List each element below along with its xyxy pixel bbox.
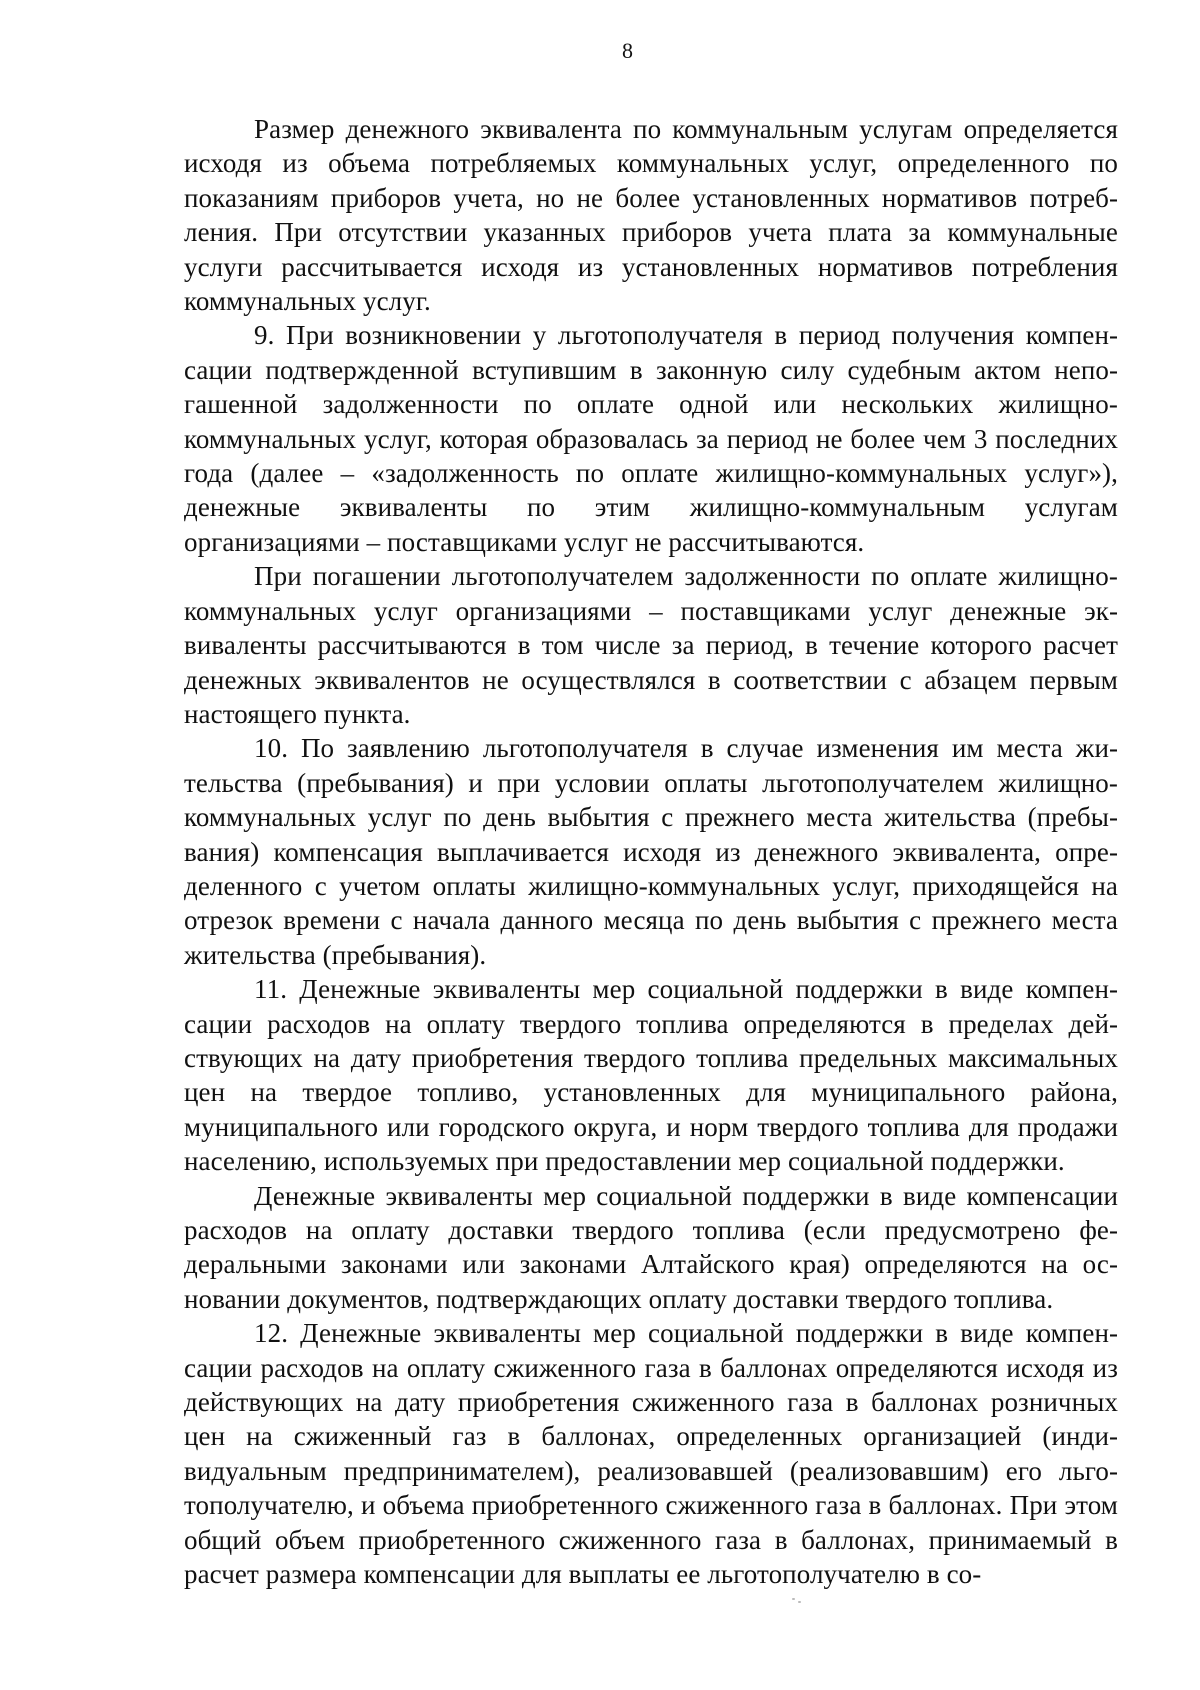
- paragraph-debt-repayment: При погашении льготополучателем задолженности по оплате жилищно-коммунальных услуг организациями – поставщиками услуг денежные эквиваленты рассчитываются в том числе за период, в течение которого расчет денежных эквивалентов не осуществлялся в соответствии с абзацем первым настоящего пункта.: [184, 561, 1118, 729]
- scan-specks: [792, 1598, 806, 1604]
- paragraph-item-12: 12. Денежные эквиваленты мер социальной поддержки в виде компенсации расходов на оплату сжиженного газа в баллонах определяются исходя из действующих на дату приобретения сжиженного газа в баллонах розничных цен на сжиженный газ в баллонах, определенных организацией (индивидуальным предпринимателем), реализовавшей (реализовавшим) его льготополучателю, и объема приобретенного сжиженного газа в баллонах. При этом общий объем приобретенного сжиженного газа в баллонах, принимаемый в расчет размера компенсации для выплаты ее льготополучателю в со-: [184, 1318, 1118, 1590]
- paragraph-utility-equivalent: Размер денежного эквивалента по коммунальным услугам определяется исходя из объема потребляемых коммунальных услуг, определенного по показаниям приборов учета, но не более установленных нормативов потребления. При отсутствии указанных приборов учета плата за коммунальные услуги рассчитывается исходя из установленных нормативов потребления коммунальных услуг.: [184, 114, 1118, 317]
- document-body: [184, 112, 1118, 1591]
- paragraph-item-11: 11. Денежные эквиваленты мер социальной поддержки в виде компенсации расходов на оплату твердого топлива определяются в пределах действующих на дату приобретения твердого топлива предельных максимальных цен на твердое топливо, установленных для муниципального района, муниципального или городского округа, и норм твердого топлива для продажи населению, используемых при предоставлении мер социальной поддержки.: [184, 974, 1118, 1177]
- paragraph-fuel-delivery: Денежные эквиваленты мер социальной поддержки в виде компенсации расходов на оплату доставки твердого топлива (если предусмотрено федеральными законами или законами Алтайского края) определяются на основании документов, подтверждающих оплату доставки твердого топлива.: [184, 1180, 1118, 1314]
- page-number: 8: [622, 38, 633, 63]
- paragraph-item-9: 9. При возникновении у льготополучателя в период получения компенсации подтвержденной вступившим в законную силу судебным актом непогашенной задолженности по оплате одной или нескольких жилищно-коммунальных услуг, которая образовалась за период не более чем 3 последних года (далее – «задолженность по оплате жилищно-коммунальных услуг»), денежные эквиваленты по этим жилищно-коммунальным услугам организациями – поставщиками услуг не рассчитываются.: [184, 320, 1118, 557]
- paragraph-item-10: 10. По заявлению льготополучателя в случае изменения им места жительства (пребывания) и при условии оплаты льготополучателем жилищно-коммунальных услуг по день выбытия с прежнего места жительства (пребывания) компенсация выплачивается исходя из денежного эквивалента, определенного с учетом оплаты жилищно-коммунальных услуг, приходящейся на отрезок времени с начала данного месяца по день выбытия с прежнего места жительства (пребывания).: [184, 733, 1118, 970]
